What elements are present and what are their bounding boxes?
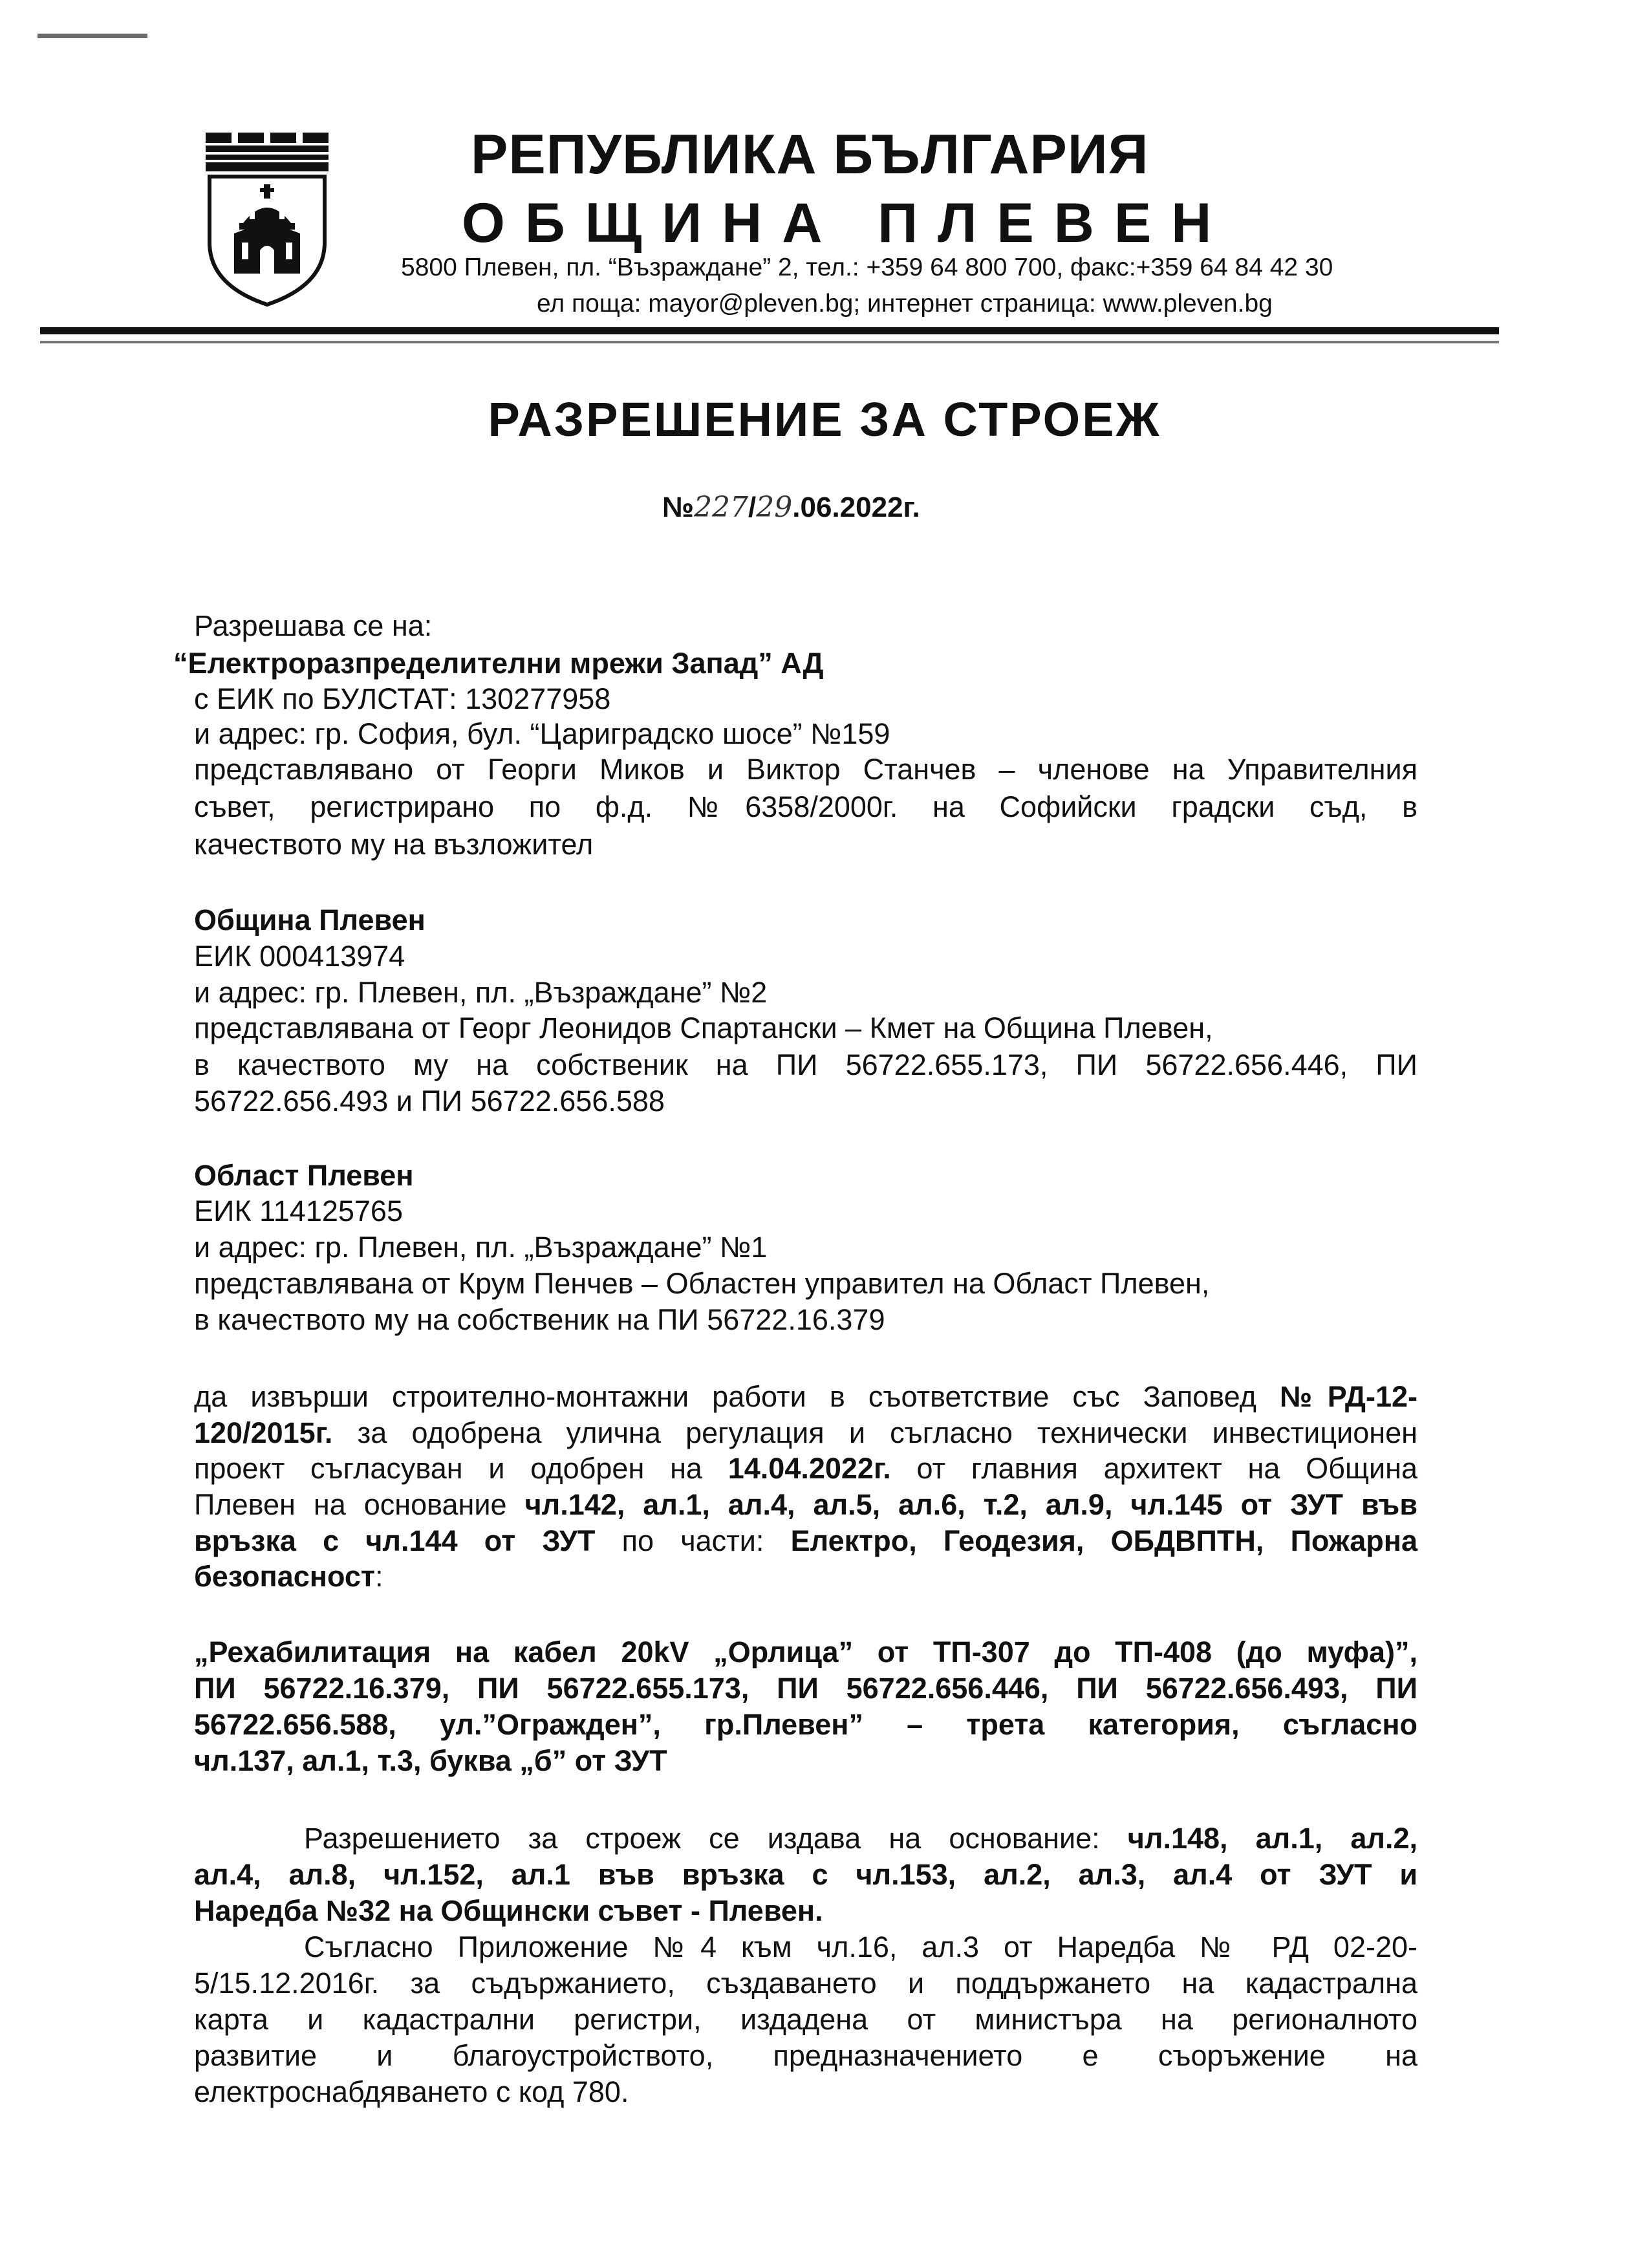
region-address: и адрес: гр. Плевен, пл. „Възраждане” №1 [194,1231,768,1264]
handwritten-number: 227 [694,491,749,524]
purpose-line-1: Съгласно Приложение №4 към чл.16, ал.3 от Наредба № РД 02-20- [304,1930,1417,1963]
region-ownership: в качеството му на собственик на ПИ 56722.16.379 [194,1303,885,1336]
document-title: РАЗРЕШЕНИЕ ЗА СТРОЕЖ [488,393,1161,446]
company-representatives: представлявано от Георги Миков и Виктор Станчев – членове на Управителния [194,753,1417,786]
header-contacts: ел поща: mayor@pleven.bg; интернет страница: www.pleven.bg [537,290,1273,318]
header-divider-thin [40,341,1499,343]
municipality-representative: представлявана от Георг Леонидов Спартански – Кмет на Община Плевен, [194,1011,1213,1044]
region-name: Област Плевен [194,1159,414,1192]
header-title: РЕПУБЛИКА БЪЛГАРИЯ [471,124,1149,186]
municipality-ownership-cont: 56722.656.493 и ПИ 56722.656.588 [194,1085,665,1118]
basis-line-2: ал.4, ал.8, чл.152, ал.1 във връзка с чл.153, ал.2, ал.3, ал.4 от ЗУТ и [194,1858,1417,1891]
municipality-name: Община Плевен [194,903,426,936]
purpose-line-3: карта и кадастрални регистри, издадена от министъра на регионалното [194,2003,1417,2036]
purpose-line-4: развитие и благоустройството, предназначението е съоръжение на [194,2039,1417,2072]
works-line-2: 120/2015г. за одобрена улична регулация и съгласно технически инвестиционен [194,1416,1417,1449]
company-address: и адрес: гр. София, бул. “Цариградско шосе” №159 [194,717,890,750]
company-registration: съвет, регистрирано по ф.д. №6358/2000г. на Софийски градски съд, в [194,790,1417,823]
pleven-coat-of-arms-icon [206,133,329,307]
permit-intro: Разрешава се на: [194,609,433,642]
object-line-3: 56722.656.588, ул.”Огражден”, гр.Плевен” – трета категория, съгласно [194,1708,1417,1741]
municipality-ownership: в качеството му на собственик на ПИ 56722.655.173, ПИ 56722.656.446, ПИ [194,1048,1417,1081]
works-line-3: проект съгласуван и одобрен на 14.04.2022г. от главния архитект на Община [194,1452,1417,1485]
basis-line-3: Наредба №32 на Общински съвет - Плевен. [194,1894,823,1927]
header-municipality: ОБЩИНА ПЛЕВЕН [462,192,1232,254]
date-suffix: .06.2022г. [792,491,920,523]
purpose-line-2: 5/15.12.2016г. за съдържанието, създаването и поддържането на кадастрална [194,1967,1417,2000]
header-divider [40,327,1499,334]
company-eik: с ЕИК по БУЛСТАТ: 130277958 [194,682,611,715]
basis-line-1: Разрешението за строеж се издава на основание: чл.148, ал.1, ал.2, [304,1822,1417,1855]
company-role: качеството му на възложител [194,828,594,861]
scan-mark [38,34,147,38]
municipality-eik: ЕИК 000413974 [194,940,405,973]
region-eik: ЕИК 114125765 [194,1194,403,1227]
object-line-4: чл.137, ал.1, т.3, буква „б” от ЗУТ [194,1744,667,1777]
works-line-5: връзка с чл.144 от ЗУТ по части: Електро, Геодезия, ОБДВПТН, Пожарна [194,1524,1417,1557]
purpose-line-5: електроснабдяването с код 780. [194,2075,629,2108]
municipality-address: и адрес: гр. Плевен, пл. „Възраждане” №2 [194,976,768,1009]
document-number [662,493,920,522]
company-name: “Електроразпределителни мрежи Запад” АД [173,647,824,680]
works-line-1: да извърши строително-монтажни работи в съответствие със Заповед №РД-12- [194,1380,1417,1413]
handwritten-day: 29 [756,491,793,524]
object-line-1: „Рехабилитация на кабел 20kV „Орлица” от ТП-307 до ТП-408 (до муфа)”, [194,1636,1417,1669]
number-prefix: № [662,491,695,523]
region-representative: представлявана от Крум Пенчев – Областен управител на Област Плевен, [194,1267,1210,1300]
works-line-4: Плевен на основание чл.142, ал.1, ал.4, ал.5, ал.6, т.2, ал.9, чл.145 от ЗУТ във [194,1488,1417,1521]
works-line-6: безопасност: [194,1560,383,1593]
number-separator: / [748,491,757,523]
header-address: 5800 Плевен, пл. “Възраждане” 2, тел.: +359 64 800 700, факс:+359 64 84 42 30 [401,254,1333,281]
object-line-2: ПИ 56722.16.379, ПИ 56722.655.173, ПИ 56722.656.446, ПИ 56722.656.493, ПИ [194,1672,1417,1705]
